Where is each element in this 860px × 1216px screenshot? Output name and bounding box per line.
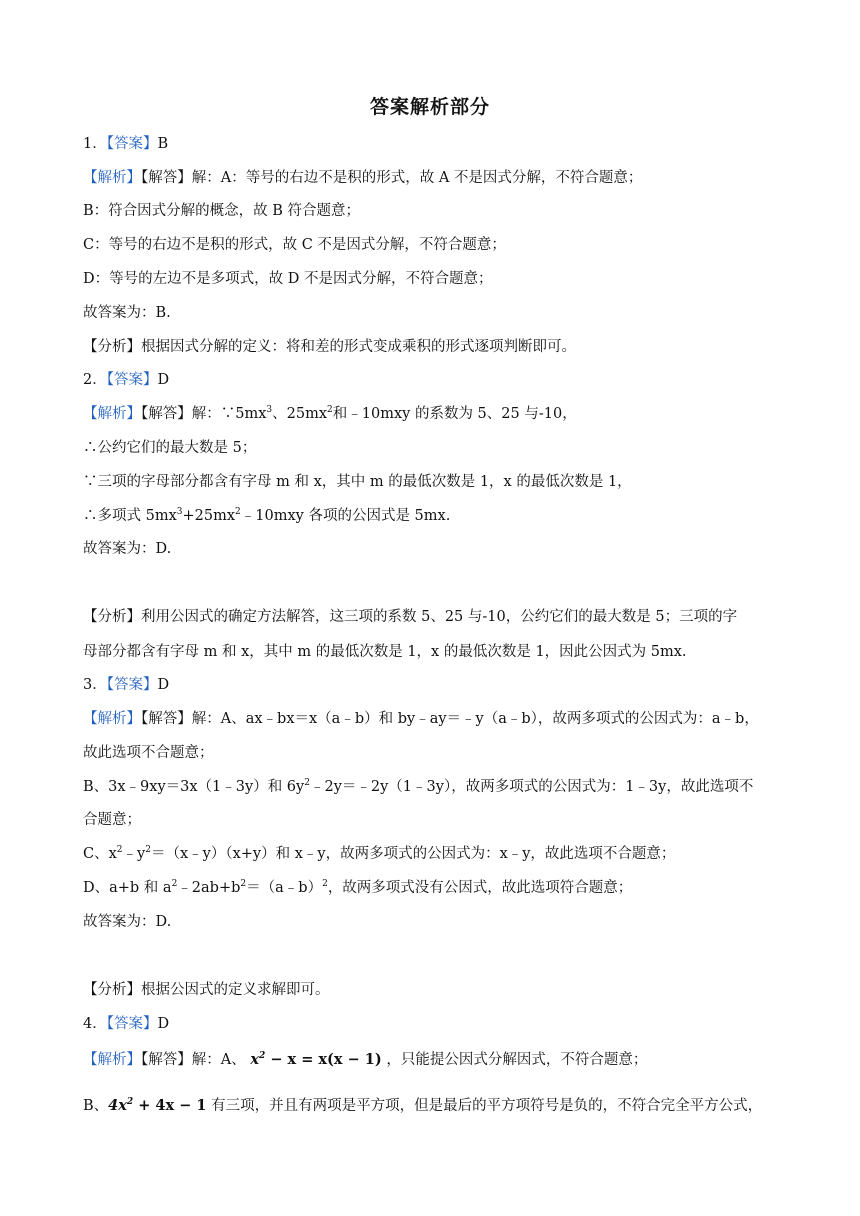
q4-jiexi-tag: 【解析】 <box>83 1052 141 1068</box>
q4-formula-sup: 2 <box>126 1097 134 1108</box>
q2-analysis-1: 【分析】利用公因式的确定方法解答，这三项的系数 5、25 与-10，公约它们的最大数是 5；三项的字 <box>83 609 738 625</box>
q3-line-6 <box>83 878 783 898</box>
q3-text: ＝（x﹣y）（x+y）和 x﹣y，故两多项式的公因式为：x﹣y，故此选项不合题意； <box>150 846 676 862</box>
q3-text: ＝（a﹣b） <box>246 880 323 896</box>
q2-analysis-2: 母部分都含有字母 m 和 x，其中 m 的最低次数是 1，x 的最低次数是 1，因此公因式为 5mx. <box>83 644 687 660</box>
q1-line-2: B：符合因式分解的概念，故 B 符合题意； <box>83 203 361 219</box>
q2-text: +25mx <box>182 508 236 524</box>
q2-text: 和﹣10mxy 的系数为 5、25 与-10， <box>332 406 577 422</box>
q2-explain-line <box>83 404 783 424</box>
q3-sup: 2 <box>116 845 123 856</box>
q3-jieda: 【解答】解：A、ax﹣bx＝x（a﹣b）和 by﹣ay＝﹣y（a﹣b），故两多项式的公因式为：a﹣b， <box>141 711 759 727</box>
q2-jiexi-tag: 【解析】 <box>83 406 141 422</box>
q1-answer-line <box>83 134 783 154</box>
q2-answer: D <box>157 372 170 388</box>
q3-line-4: 合题意； <box>83 812 141 828</box>
q3-sup: 2 <box>304 778 310 789</box>
q4-text: 有三项，并且有两项是平方项，但是最后的平方项符号是负的，不符合完全平方公式， <box>206 1098 763 1114</box>
q4-formula-part: x <box>250 1051 259 1068</box>
q4-text: ，只能提公因式分解因式，不符合题意； <box>386 1052 648 1068</box>
q3-sup: 2 <box>322 879 328 890</box>
q2-sup: 2 <box>235 507 241 518</box>
q2-answer-line <box>83 370 783 390</box>
q2-text: ∴多项式 5mx <box>83 508 177 524</box>
q3-text: ，故两多项式没有公因式，故此选项符合题意； <box>327 880 633 896</box>
q3-text: ﹣2ab+b <box>177 880 241 896</box>
q1-answer: B <box>157 136 169 152</box>
q4-formula-part: + 4x − 1 <box>138 1097 207 1114</box>
q4-answer-line <box>83 1014 783 1034</box>
q3-sup: 2 <box>171 879 178 890</box>
q2-sup: 2 <box>327 405 333 416</box>
q4-answer-tag: 【答案】 <box>106 1016 158 1032</box>
q1-number: 1． <box>83 136 107 152</box>
page-title: 答案解析部分 <box>369 96 490 118</box>
q4-formula-part: 4x <box>108 1097 127 1114</box>
q1-line-3: C：等号的右边不是积的形式，故 C 不是因式分解，不符合题意； <box>83 237 506 253</box>
q3-line-5 <box>83 844 783 864</box>
q4-explain-line <box>83 1050 783 1070</box>
q4-formula-a <box>250 1051 381 1068</box>
q4-formula-part: − x = x(x − 1) <box>270 1051 382 1068</box>
q3-answer: D <box>157 677 170 693</box>
q1-jiexi-tag: 【解析】 <box>83 170 141 186</box>
q3-text: B、3x﹣9xy＝3x（1﹣3y）和 6y <box>83 779 305 795</box>
q3-text: D、a+b 和 a <box>83 880 172 896</box>
q2-line-4 <box>83 506 783 526</box>
q3-line-2: 故此选项不合题意； <box>83 745 214 761</box>
q3-text: ﹣2y＝﹣2y（1﹣3y），故两多项式的公因式为：1﹣3y，故此选项不 <box>309 779 754 795</box>
q3-line-3 <box>83 777 783 797</box>
q4-text: B、 <box>83 1098 109 1114</box>
q1-answer-tag: 【答案】 <box>106 136 158 152</box>
q1-line-4: D：等号的左边不是多项式，故 D 不是因式分解，不符合题意； <box>83 271 493 287</box>
q2-line-3: ∵三项的字母部分都含有字母 m 和 x，其中 m 的最低次数是 1，x 的最低次数是 1， <box>83 474 632 490</box>
q2-line-2: ∴公约它们的最大数是 5； <box>83 440 257 456</box>
q2-sup: 3 <box>266 405 273 416</box>
q2-number: 2． <box>83 372 107 388</box>
q1-explain-line <box>83 168 783 188</box>
q1-analysis: 【分析】根据因式分解的定义：将和差的形式变成乘积的形式逐项判断即可。 <box>83 339 576 355</box>
q4-formula-b <box>108 1097 206 1114</box>
q4-formula-sup: 2 <box>259 1051 266 1062</box>
q1-jieda: 【解答】解：A：等号的右边不是积的形式，故 A 不是因式分解，不符合题意； <box>141 170 643 186</box>
q3-number: 3． <box>83 677 107 693</box>
q2-text: ﹣10mxy 各项的公因式是 5mx. <box>240 508 451 524</box>
q3-analysis: 【分析】根据公因式的定义求解即可。 <box>83 982 330 998</box>
q3-line-7: 故答案为：D. <box>83 914 172 930</box>
q4-number: 4． <box>83 1016 107 1032</box>
q3-sup: 2 <box>145 845 151 856</box>
q3-sup: 2 <box>240 879 247 890</box>
q2-line-5: 故答案为：D. <box>83 541 172 557</box>
q2-answer-tag: 【答案】 <box>106 372 158 388</box>
q2-sup: 3 <box>176 507 183 518</box>
q3-explain-line <box>83 709 783 729</box>
q4-text: 【解答】解：A、 <box>141 1052 246 1068</box>
q3-answer-line <box>83 675 783 695</box>
q3-text: C、x <box>83 846 117 862</box>
q4-line-2 <box>83 1096 783 1116</box>
q4-answer: D <box>157 1016 170 1032</box>
q3-text: ﹣y <box>122 846 146 862</box>
q3-answer-tag: 【答案】 <box>106 677 158 693</box>
q2-text: 【解答】解：∵5mx <box>141 406 267 422</box>
q2-text: 、25mx <box>272 406 328 422</box>
q1-line-5: 故答案为：B. <box>83 305 171 321</box>
q3-jiexi-tag: 【解析】 <box>83 711 141 727</box>
